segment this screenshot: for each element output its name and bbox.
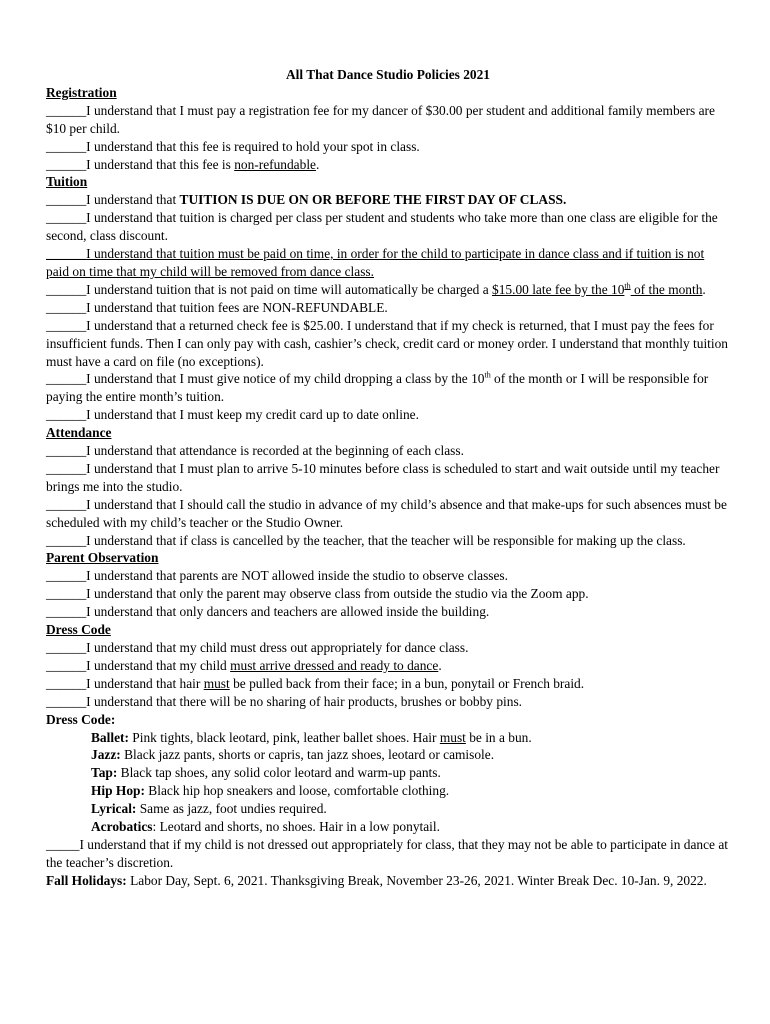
section-dress-code-heading: Dress Code xyxy=(46,622,111,638)
holidays-text: Labor Day, Sept. 6, 2021. Thanksgiving Break, November 23-26, 2021. Winter Break Dec. 10-Jan. 9, 2022. xyxy=(126,872,707,888)
signature-blank[interactable]: ______ xyxy=(46,371,87,387)
parent-item-2 xyxy=(46,585,730,603)
style-label: Ballet: xyxy=(91,729,129,745)
dress-code-subheading: Dress Code: xyxy=(46,711,116,727)
item-text: of the month or I will be responsible for paying the entire month’s tuition. xyxy=(46,371,709,405)
signature-blank[interactable]: ______ xyxy=(46,281,87,297)
signature-blank[interactable]: ______ xyxy=(46,675,87,691)
style-text: Pink tights, black leotard, pink, leather ballet shoes. Hair xyxy=(128,729,440,745)
tuition-item-1 xyxy=(46,191,730,209)
dress-item-2 xyxy=(46,657,730,675)
tuition-item-3 xyxy=(46,245,730,281)
attendance-item-2 xyxy=(46,460,730,496)
parent-item-3 xyxy=(46,603,730,621)
signature-blank[interactable]: ______ xyxy=(46,586,87,602)
item-text: I understand that I must give notice of my child dropping a class by the 10 xyxy=(86,371,485,387)
tuition-item-8 xyxy=(46,406,730,424)
item-text: I understand that if my child is not dressed out appropriately for class, that they may not be able to participate in dance at the teacher’s discretion. xyxy=(46,836,728,870)
item-text-underlined: $15.00 late fee by the 10 xyxy=(492,281,625,297)
tuition-item-7 xyxy=(46,370,730,406)
signature-blank[interactable]: ______ xyxy=(46,496,87,512)
section-parent-observation-heading: Parent Observation xyxy=(46,550,159,566)
item-text-underlined: must arrive dressed and ready to dance xyxy=(230,657,439,673)
policy-document xyxy=(46,66,730,890)
section-tuition-heading: Tuition xyxy=(46,174,88,190)
item-text: I understand that parents are NOT allowed inside the studio to observe classes. xyxy=(86,568,508,584)
attendance-item-4 xyxy=(46,532,730,550)
item-text: . xyxy=(702,281,706,297)
style-text: : Leotard and shorts, no shoes. Hair in a low ponytail. xyxy=(152,819,440,835)
item-text: I understand that hair xyxy=(86,675,204,691)
signature-blank[interactable]: ______ xyxy=(46,604,87,620)
registration-item-3 xyxy=(46,156,730,174)
style-text: Black hip hop sneakers and loose, comfortable clothing. xyxy=(144,783,450,799)
tuition-item-2 xyxy=(46,209,730,245)
item-text: I understand that only dancers and teachers are allowed inside the building. xyxy=(86,604,490,620)
tuition-item-6 xyxy=(46,317,730,371)
signature-blank[interactable]: ______ xyxy=(46,192,87,208)
item-text: I understand that I must pay a registration fee for my dancer of $30.00 per student and additional family members are $10 per child. xyxy=(46,102,715,136)
item-text: I understand that if class is cancelled by the teacher, that the teacher will be responsible for making up the class. xyxy=(86,532,686,548)
item-text: I understand that tuition is charged per class per student and students who take more than one class are eligible for the second, class discount. xyxy=(46,210,718,244)
item-text-underlined: non-refundable xyxy=(234,156,316,172)
tuition-item-4 xyxy=(46,281,730,299)
item-text: I understand that tuition fees are NON-REFUNDABLE. xyxy=(86,299,388,315)
item-text: I understand that my child must dress out appropriately for dance class. xyxy=(86,640,469,655)
signature-blank[interactable]: ______ xyxy=(46,299,87,315)
registration-item-2 xyxy=(46,138,730,156)
item-text: I understand that this fee is required to hold your spot in class. xyxy=(86,138,420,154)
style-text: Black tap shoes, any solid color leotard and warm-up pants. xyxy=(117,765,441,781)
style-text: be in a bun. xyxy=(465,729,532,745)
item-text-bold: TUITION IS DUE ON OR BEFORE THE FIRST DAY OF CLASS. xyxy=(179,192,567,208)
signature-blank[interactable]: ______ xyxy=(46,443,87,459)
item-text-underlined: must xyxy=(203,675,230,691)
dress-style-ballet xyxy=(46,729,730,747)
signature-blank[interactable]: ______ xyxy=(46,210,87,226)
item-text: I understand that a returned check fee is $25.00. I understand that if my check is returned, that I must pay the fees for insufficient funds. Then I can only pay with cash, cashier’s check, credit card or money order. I understand that monthly tuition must have a card on file (no exceptions). xyxy=(46,317,728,369)
signature-blank[interactable]: ______ xyxy=(46,460,87,476)
style-label: Tap: xyxy=(91,765,118,781)
item-text-underlined: of the month xyxy=(630,281,703,297)
signature-blank[interactable]: ______ xyxy=(46,138,87,154)
style-label: Acrobatics xyxy=(91,819,153,835)
signature-blank[interactable]: ______ xyxy=(46,568,87,584)
section-registration-heading: Registration xyxy=(46,84,117,100)
item-text: . xyxy=(315,156,320,172)
item-text-underlined: I understand that tuition must be paid on time, in order for the child to participate in dance class and if tuition is not paid on time that my child will be removed from dance class. xyxy=(46,246,705,279)
signature-blank[interactable]: ______ xyxy=(46,532,87,548)
dress-style-acrobatics xyxy=(46,818,730,836)
signature-blank[interactable]: ______ xyxy=(46,102,87,118)
item-text: I understand that there will be no sharing of hair products, brushes or bobby pins. xyxy=(86,693,523,709)
dress-style-hiphop xyxy=(46,782,730,800)
style-text: Black jazz pants, shorts or capris, tan jazz shoes, leotard or camisole. xyxy=(120,747,495,763)
dress-item-1 xyxy=(46,639,730,657)
item-text: I understand tuition that is not paid on time will automatically be charged a xyxy=(86,281,493,297)
style-text: Same as jazz, foot undies required. xyxy=(136,801,327,817)
dress-item-4 xyxy=(46,693,730,711)
tuition-item-5 xyxy=(46,299,730,317)
document-title: All That Dance Studio Policies 2021 xyxy=(286,67,490,82)
dress-final-item xyxy=(46,836,730,872)
signature-blank[interactable]: ______ xyxy=(46,246,87,262)
signature-blank[interactable]: ______ xyxy=(46,657,87,673)
style-text-underlined: must xyxy=(439,729,466,745)
section-attendance-heading: Attendance xyxy=(46,425,112,441)
item-text: I understand that attendance is recorded at the beginning of each class. xyxy=(86,443,464,459)
signature-blank[interactable]: ______ xyxy=(46,640,87,655)
item-text: I understand that this fee is xyxy=(86,156,235,172)
style-label: Lyrical: xyxy=(91,801,137,817)
fall-holidays xyxy=(46,872,730,890)
parent-item-1 xyxy=(46,567,730,585)
item-text: I understand that I must keep my credit card up to date online. xyxy=(86,407,419,423)
item-text: I understand that xyxy=(86,192,180,208)
style-label: Jazz: xyxy=(91,747,121,763)
registration-item-1 xyxy=(46,102,730,138)
item-text: I understand that my child xyxy=(86,657,231,673)
attendance-item-1 xyxy=(46,442,730,460)
signature-blank[interactable]: ______ xyxy=(46,407,87,423)
signature-blank[interactable]: ______ xyxy=(46,317,87,333)
superscript: th xyxy=(624,281,631,291)
attendance-item-3 xyxy=(46,496,730,532)
superscript: th xyxy=(484,370,491,380)
signature-blank[interactable]: _____ xyxy=(46,836,80,852)
item-text: I understand that I must plan to arrive 5-10 minutes before class is scheduled to start and wait outside until my teacher brings me into the studio. xyxy=(46,460,720,494)
signature-blank[interactable]: ______ xyxy=(46,156,87,172)
item-text: I understand that I should call the studio in advance of my child’s absence and that make-ups for such absences must be scheduled with my child’s teacher or the Studio Owner. xyxy=(46,496,727,530)
dress-style-lyrical xyxy=(46,800,730,818)
style-label: Hip Hop: xyxy=(91,783,145,799)
dress-style-jazz xyxy=(46,746,730,764)
item-text: I understand that only the parent may observe class from outside the studio via the Zoom app. xyxy=(86,586,589,602)
holidays-label: Fall Holidays: xyxy=(46,872,127,888)
dress-style-tap xyxy=(46,764,730,782)
item-text: be pulled back from their face; in a bun, ponytail or French braid. xyxy=(229,675,585,691)
item-text: . xyxy=(438,657,442,673)
dress-item-3 xyxy=(46,675,730,693)
signature-blank[interactable]: ______ xyxy=(46,693,87,709)
